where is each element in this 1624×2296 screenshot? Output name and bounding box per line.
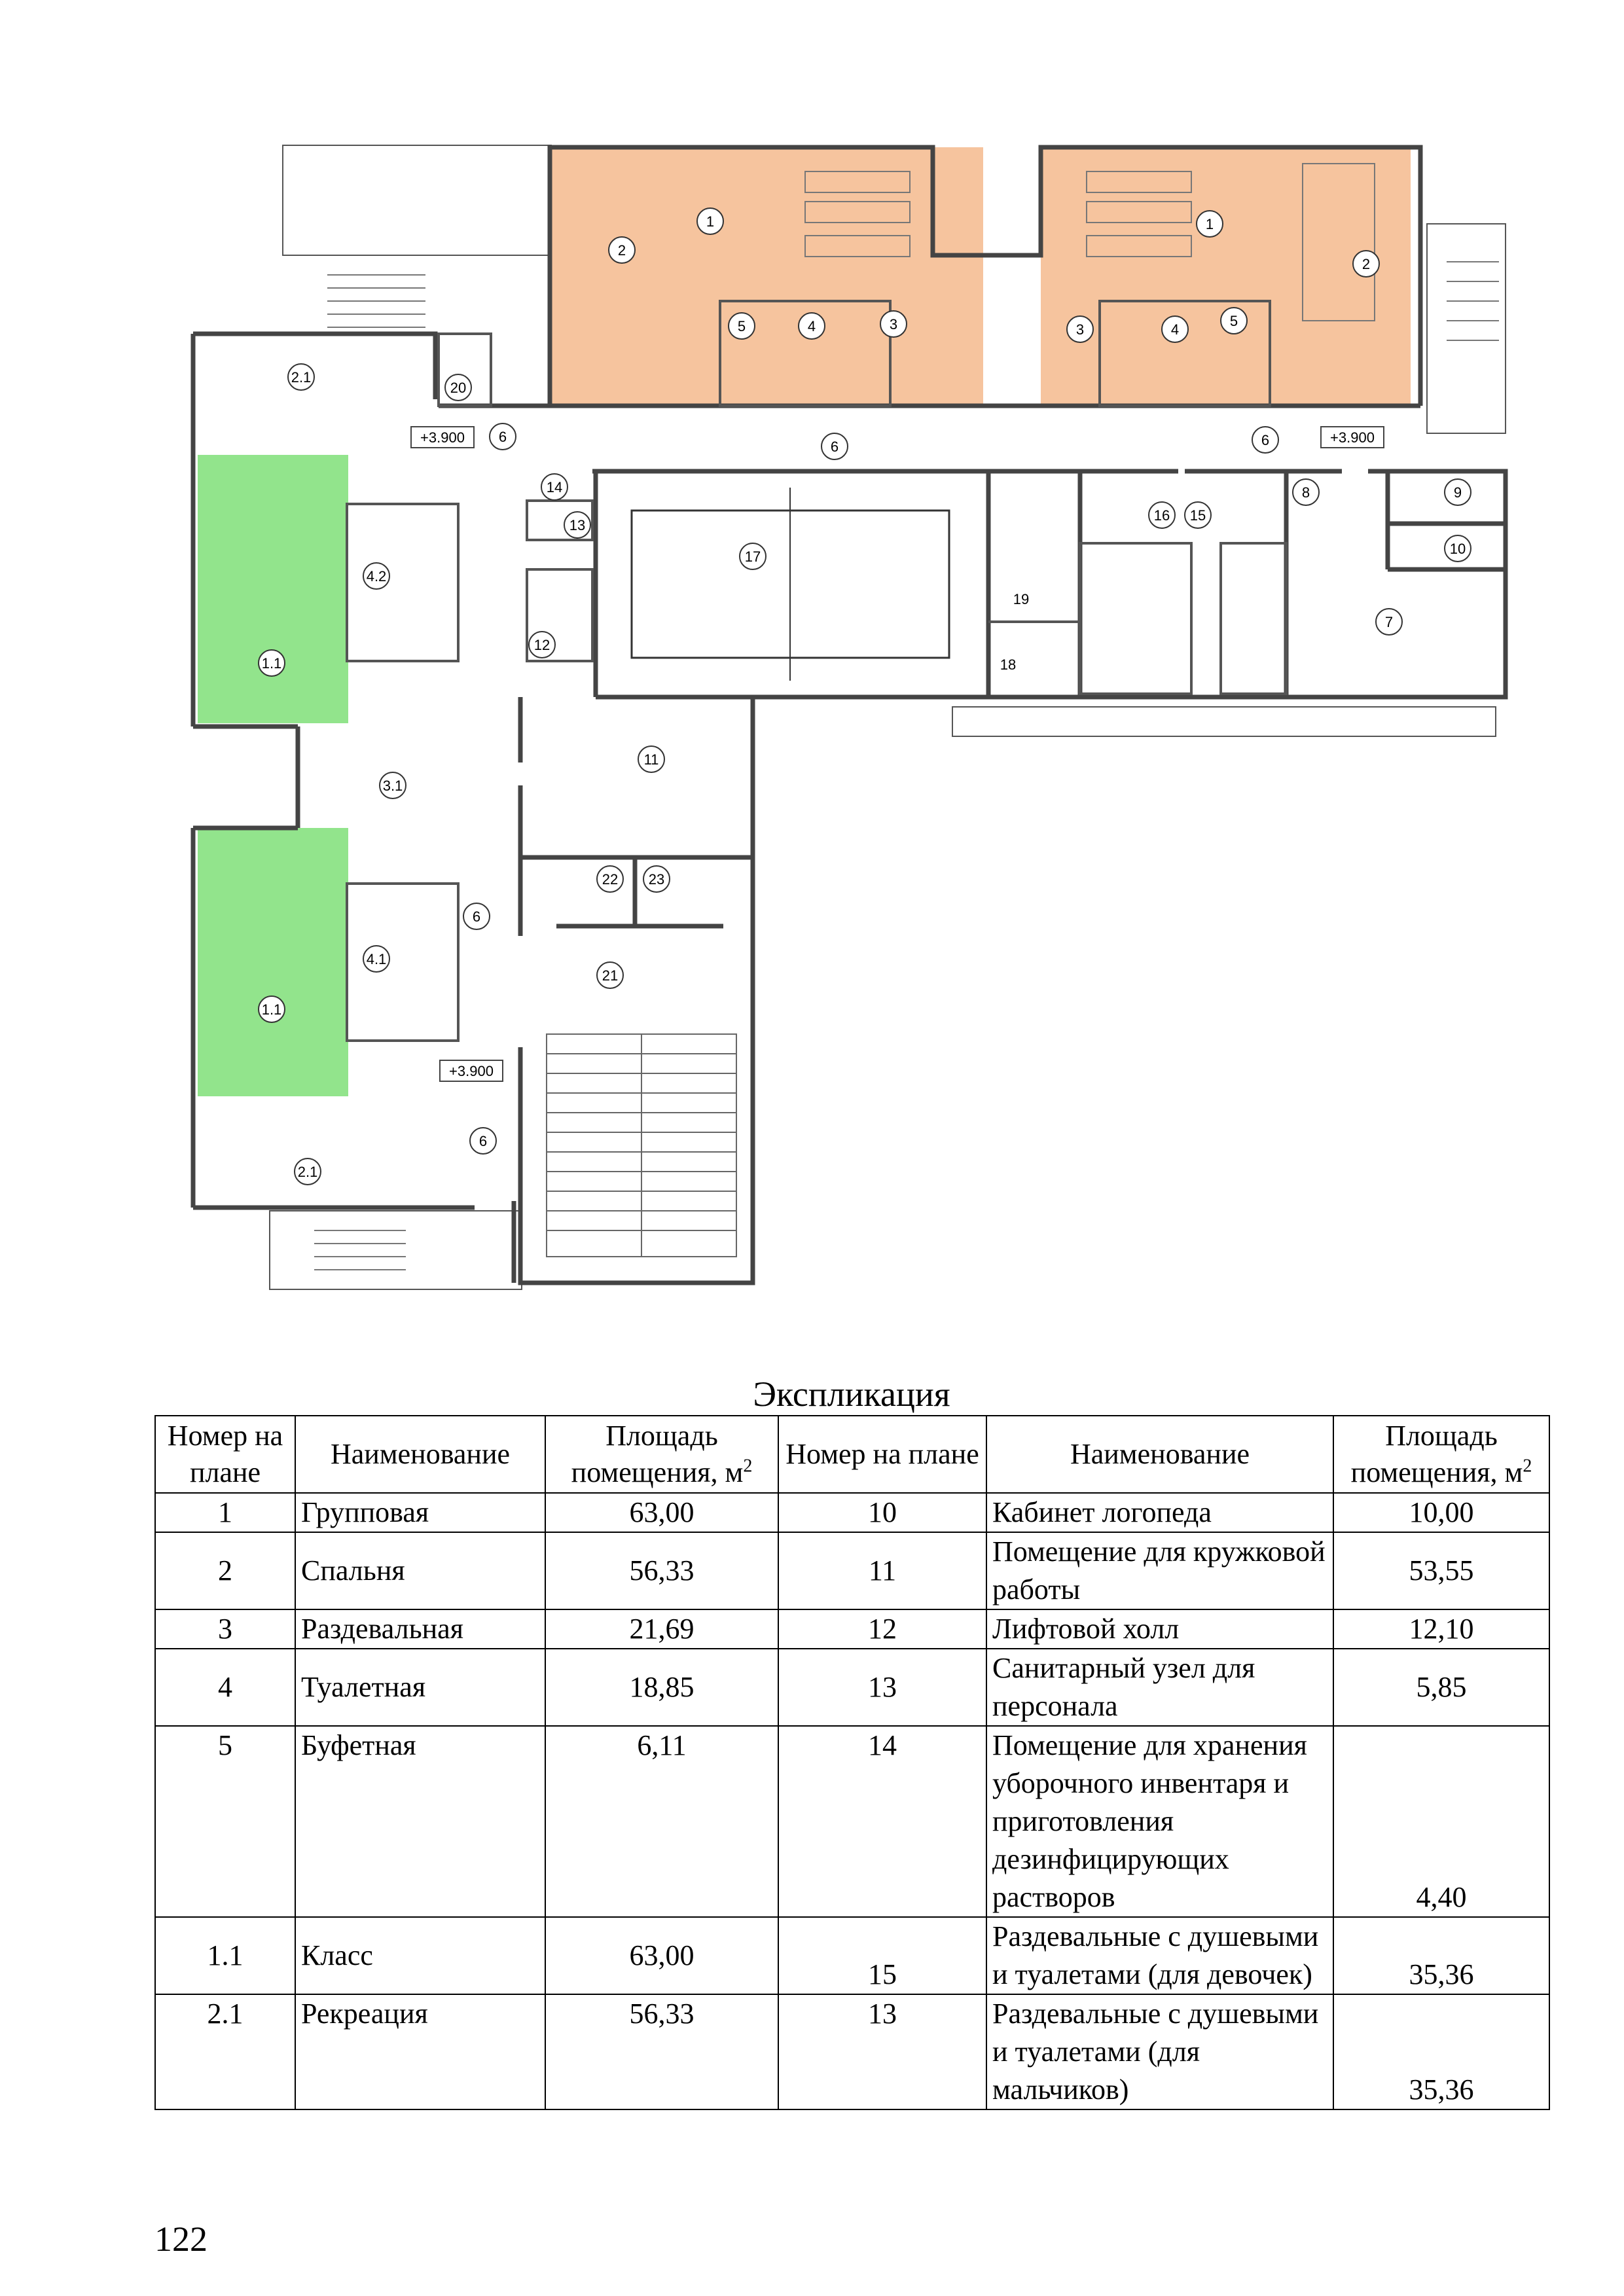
table-row	[155, 1726, 1549, 1917]
room-name: Раздевальные с душевыми и туалетами (для девочек)	[986, 1917, 1333, 1994]
room-name: Раздевальная	[295, 1609, 545, 1649]
room-area: 53,55	[1333, 1532, 1549, 1609]
room-label: 1	[1205, 216, 1214, 232]
room-area: 21,69	[545, 1609, 778, 1649]
header-num: Номер на плане	[778, 1416, 986, 1493]
room-name: Спальня	[295, 1532, 545, 1609]
room-name: Групповая	[295, 1493, 545, 1532]
room-number: 2	[155, 1532, 295, 1609]
room-label: 21	[602, 967, 619, 984]
room-number: 13	[778, 1649, 986, 1726]
room-label: 2	[617, 242, 626, 259]
table-row	[155, 1994, 1549, 2109]
room-label: 7	[1384, 614, 1394, 630]
room-label: 1.1	[261, 1001, 282, 1018]
room-number: 15	[778, 1917, 986, 1994]
room-label: 4.1	[366, 951, 387, 967]
room-label: 2.1	[291, 369, 312, 386]
room-area: 12,10	[1333, 1609, 1549, 1649]
room-label: 6	[1261, 432, 1270, 448]
room-name: Рекреация	[295, 1994, 545, 2109]
table-row	[155, 1532, 1549, 1609]
explication-table	[154, 1415, 1550, 2110]
room-label: 3	[889, 316, 898, 332]
room-number: 13	[778, 1994, 986, 2109]
room-label: 10	[1449, 541, 1466, 557]
room-area: 35,36	[1333, 1917, 1549, 1994]
room-area: 56,33	[545, 1532, 778, 1609]
room-number: 5	[155, 1726, 295, 1917]
table-row	[155, 1917, 1549, 1994]
room-name: Класс	[295, 1917, 545, 1994]
room-label: 2.1	[297, 1164, 318, 1180]
room-label: 6	[498, 429, 507, 445]
page-number: 122	[154, 2219, 208, 2259]
room-label: 4.2	[366, 568, 387, 584]
room-number: 10	[778, 1493, 986, 1532]
room-label: 14	[546, 479, 563, 495]
room-area: 4,40	[1333, 1726, 1549, 1917]
header-name: Наименование	[986, 1416, 1333, 1493]
room-number: 4	[155, 1649, 295, 1726]
header-name: Наименование	[295, 1416, 545, 1493]
header-area: Площадь помещения, $м^2$	[1333, 1416, 1549, 1493]
room-label: 6	[472, 908, 481, 925]
room-label: 4	[807, 318, 816, 334]
room-number: 1.1	[155, 1917, 295, 1994]
room-label: 13	[569, 517, 586, 533]
room-label: 9	[1453, 484, 1462, 501]
room-number: 14	[778, 1726, 986, 1917]
room-number: 2.1	[155, 1994, 295, 2109]
room-name: Помещение для кружковой работы	[986, 1532, 1333, 1609]
room-area: 6,11	[545, 1726, 778, 1917]
room-number: 3	[155, 1609, 295, 1649]
room-label: 4	[1170, 321, 1180, 338]
room-label: 23	[648, 871, 665, 888]
room-label: 17	[744, 548, 761, 565]
room-label: 5	[737, 318, 746, 334]
room-label: 6	[830, 439, 839, 455]
room-area: 35,36	[1333, 1994, 1549, 2109]
room-label: 3	[1075, 321, 1085, 338]
level-mark: +3.900	[1330, 429, 1375, 446]
room-name: Санитарный узел для персонала	[986, 1649, 1333, 1726]
room-label: 22	[602, 871, 619, 888]
room-area: 5,85	[1333, 1649, 1549, 1726]
table-row	[155, 1493, 1549, 1532]
room-name: Помещение для хранения уборочного инвентаря и приготовления дезинфицирующих растворов	[986, 1726, 1333, 1917]
group-room-zone-left	[550, 147, 983, 406]
room-label: 1	[706, 213, 715, 230]
classroom-zone-top	[198, 455, 348, 723]
group-room-zone-right	[1041, 147, 1411, 406]
room-name: Туалетная	[295, 1649, 545, 1726]
room-number: 11	[778, 1532, 986, 1609]
room-name: Раздевальные с душевыми и туалетами (для мальчиков)	[986, 1994, 1333, 2109]
level-mark: +3.900	[420, 429, 465, 446]
room-area: 18,85	[545, 1649, 778, 1726]
header-num: Номер на плане	[155, 1416, 295, 1493]
room-number: 1	[155, 1493, 295, 1532]
table-row	[155, 1649, 1549, 1726]
room-area: 63,00	[545, 1917, 778, 1994]
room-label: 16	[1153, 507, 1170, 524]
room-label: 15	[1189, 507, 1206, 524]
room-label: 1.1	[261, 655, 282, 672]
room-label: 18	[1000, 656, 1017, 673]
table-row	[155, 1609, 1549, 1649]
room-label: 8	[1301, 484, 1310, 501]
room-number: 12	[778, 1609, 986, 1649]
header-area: Площадь помещения, $м^2$	[545, 1416, 778, 1493]
room-name: Буфетная	[295, 1726, 545, 1917]
room-area: 63,00	[545, 1493, 778, 1532]
explication-title: Экспликация	[753, 1374, 950, 1414]
room-area: 10,00	[1333, 1493, 1549, 1532]
room-label: 12	[533, 637, 550, 653]
room-label: 6	[478, 1133, 488, 1149]
room-name: Лифтовой холл	[986, 1609, 1333, 1649]
classroom-zone-bottom	[198, 828, 348, 1096]
room-label: 2	[1362, 256, 1371, 272]
level-mark: +3.900	[449, 1063, 494, 1079]
room-label: 3.1	[382, 778, 403, 794]
room-name: Кабинет логопеда	[986, 1493, 1333, 1532]
room-area: 56,33	[545, 1994, 778, 2109]
room-label: 20	[450, 380, 467, 396]
room-label: 5	[1229, 313, 1238, 329]
room-label: 11	[643, 751, 659, 768]
room-label: 19	[1013, 591, 1030, 607]
